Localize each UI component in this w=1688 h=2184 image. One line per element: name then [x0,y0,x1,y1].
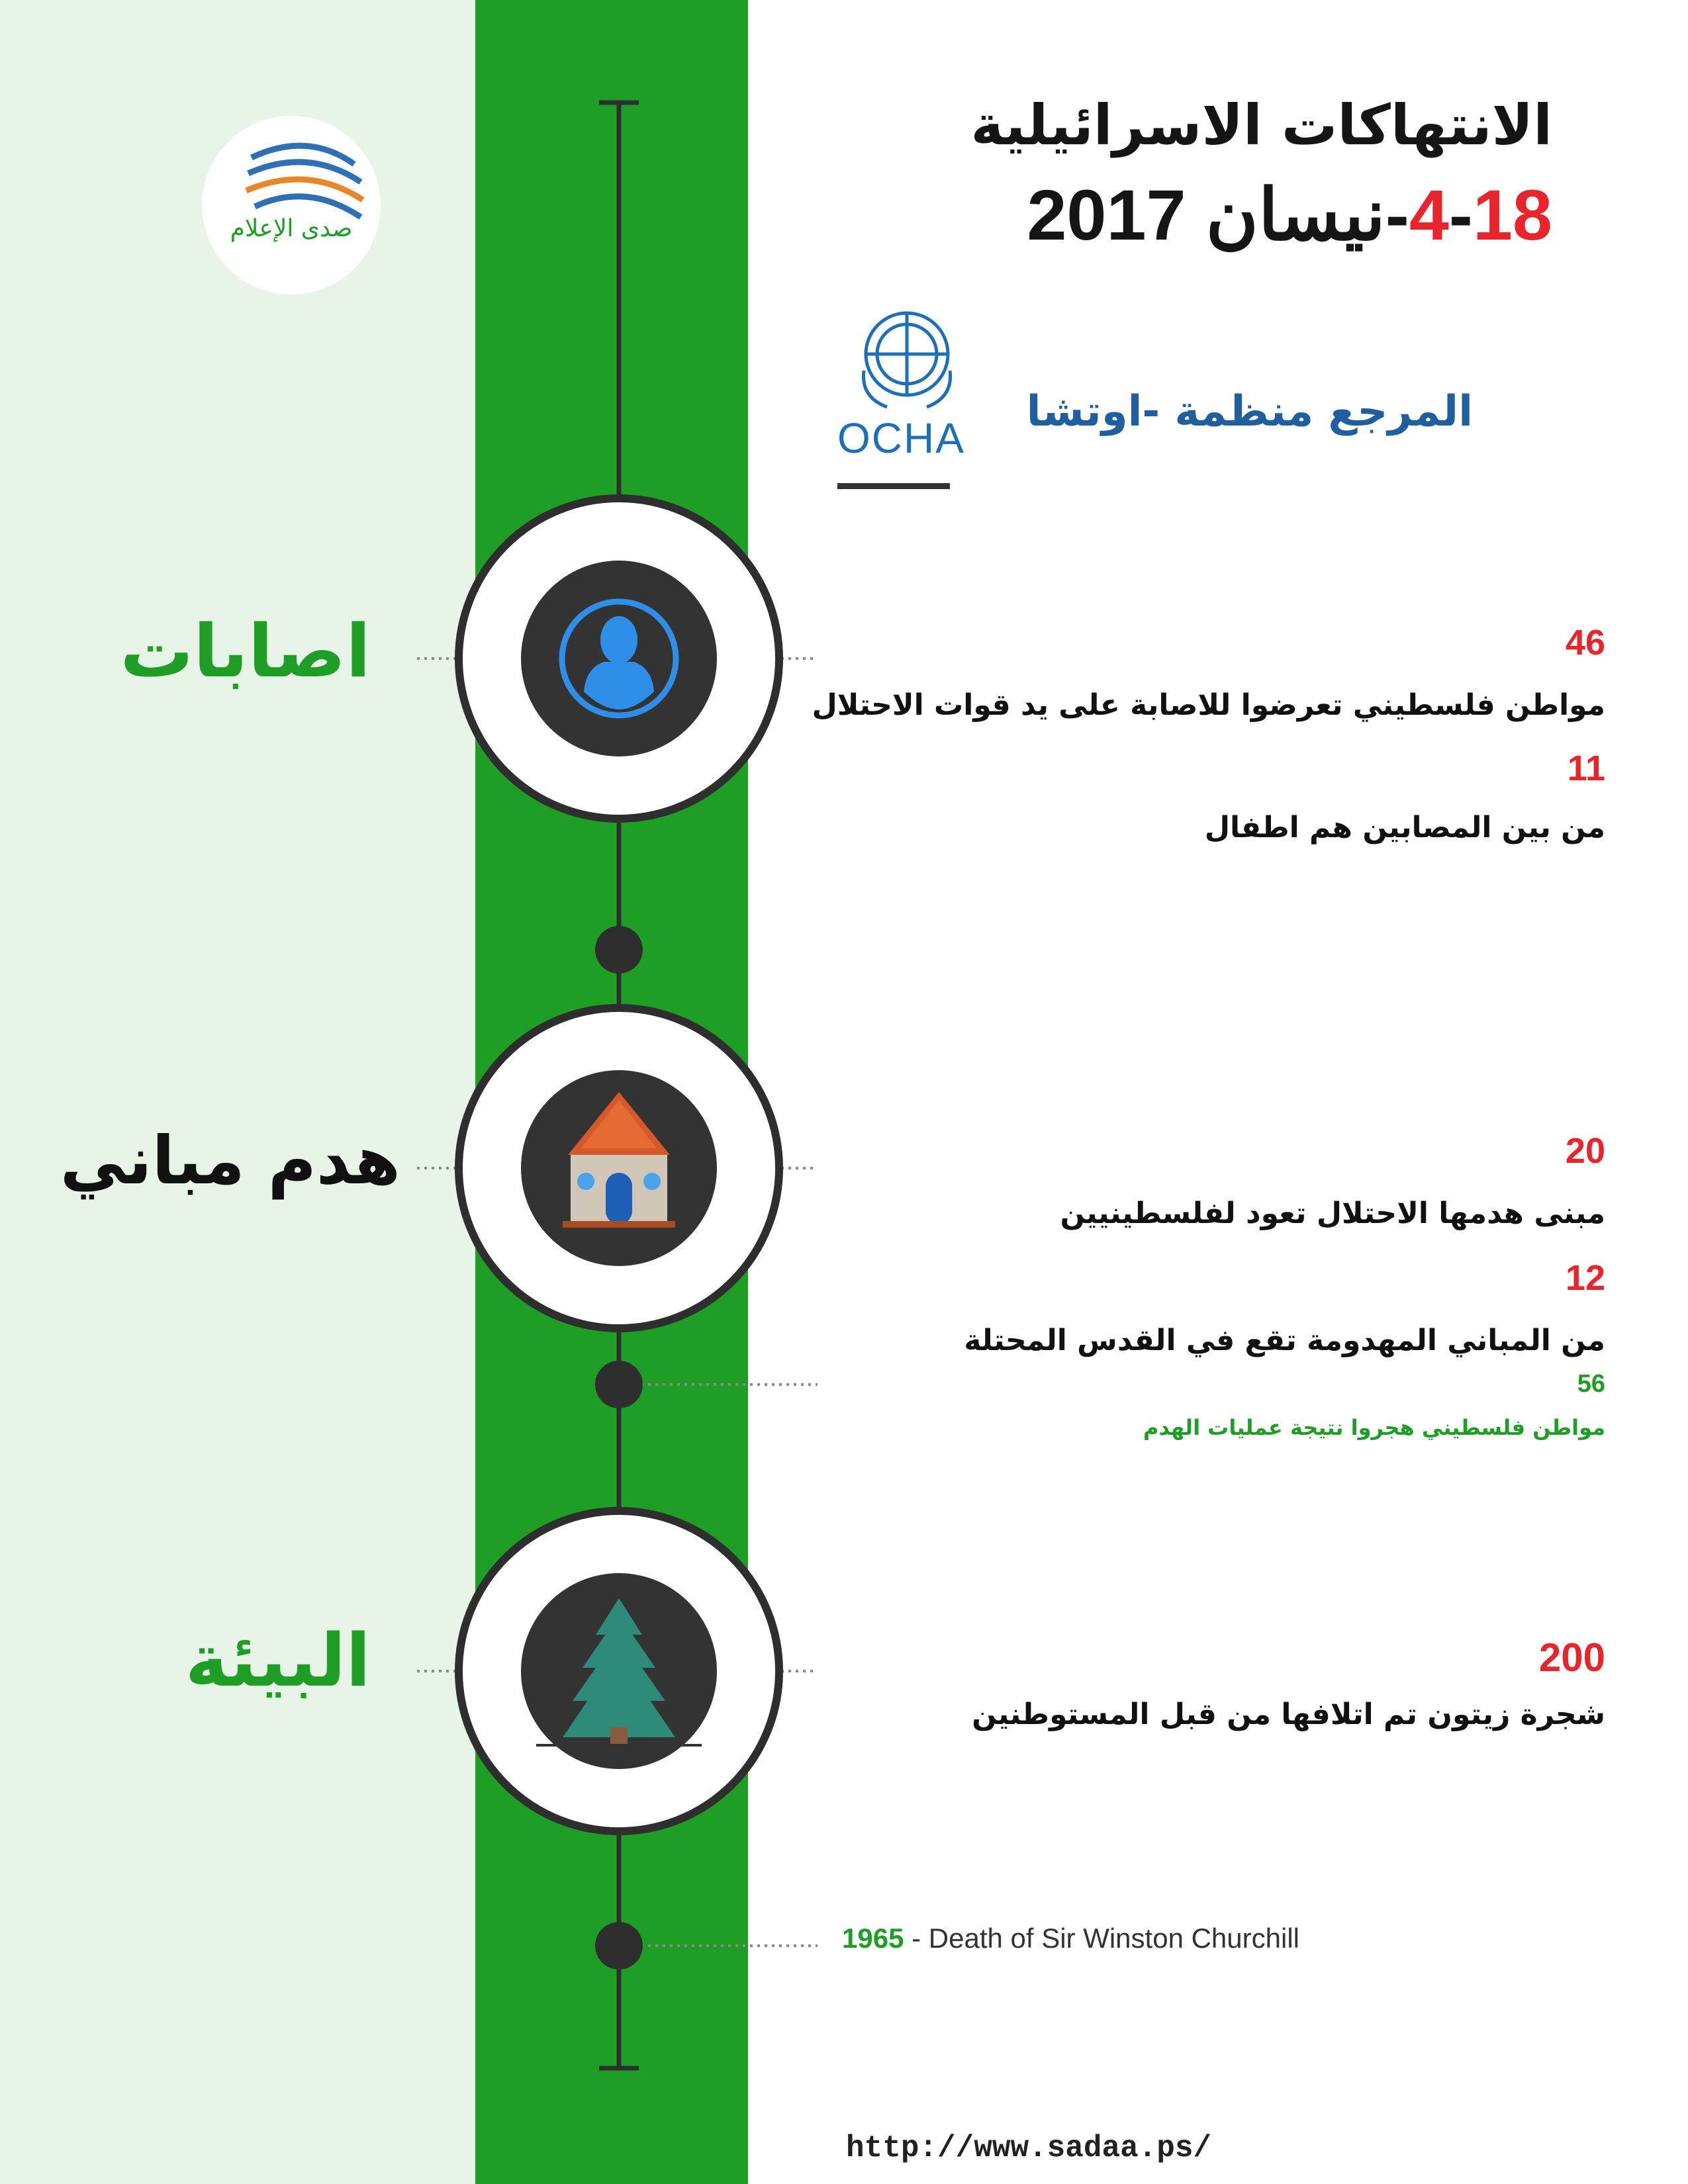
timeline-note [842,1923,1299,1954]
ocha-label: OCHA [837,414,965,462]
environment-circle [459,1511,779,1831]
timeline-note-year: 1965 [842,1923,904,1954]
ocha-underline [837,483,950,489]
category-injuries: اصابات [120,609,371,694]
injuries-circle [459,498,779,819]
stat-text: مواطن فلسطيني تعرضوا للاصابة على يد قوات الاحتلال [812,688,1605,722]
stat-text: مبنى هدمها الاحتلال تعود لفلسطينيين [1060,1197,1605,1230]
logo-text: صدى الإعلام [230,215,353,242]
date-day-end: 4 [1409,175,1449,255]
stat-text: من المباني المهدومة تقع في القدس المحتلة [964,1324,1605,1357]
stat-number: 200 [1538,1635,1605,1680]
page-title: الانتهاكات الاسرائيلية [970,93,1552,158]
timeline-note-text: - Death of Sir Winston Churchill [912,1923,1299,1954]
date-range: 4-18-نيسان 2017 [1027,175,1552,255]
extra-stat-number: 56 [1577,1370,1605,1398]
category-environment: البيئة [185,1618,371,1703]
stat-text: من بين المصابين هم اطفال [1204,811,1605,844]
logo-swirl [0,0,397,304]
stat-number: 20 [1565,1131,1605,1171]
source-label: المرجع منظمة -اوتشا [1026,387,1473,436]
extra-stat-text: مواطن فلسطيني هجروا نتيجة عمليات الهدم [1143,1415,1605,1440]
date-day-start: 18 [1472,175,1552,255]
un-emblem-icon [863,313,950,407]
footer-url[interactable]: http://www.sadaa.ps/ [846,2131,1212,2165]
buildings-circle [459,1008,779,1328]
category-buildings: هدم مباني [60,1122,400,1199]
timeline-dot [595,926,643,974]
timeline-dot [595,1361,643,1408]
date-month-year: نيسان 2017 [1027,175,1385,255]
stat-number: 11 [1567,749,1605,788]
stat-text: شجرة زيتون تم اتلافها من قبل المستوطنين [972,1698,1605,1731]
stat-number: 12 [1565,1258,1605,1298]
stat-number: 46 [1565,623,1605,662]
timeline-dot [595,1922,643,1970]
